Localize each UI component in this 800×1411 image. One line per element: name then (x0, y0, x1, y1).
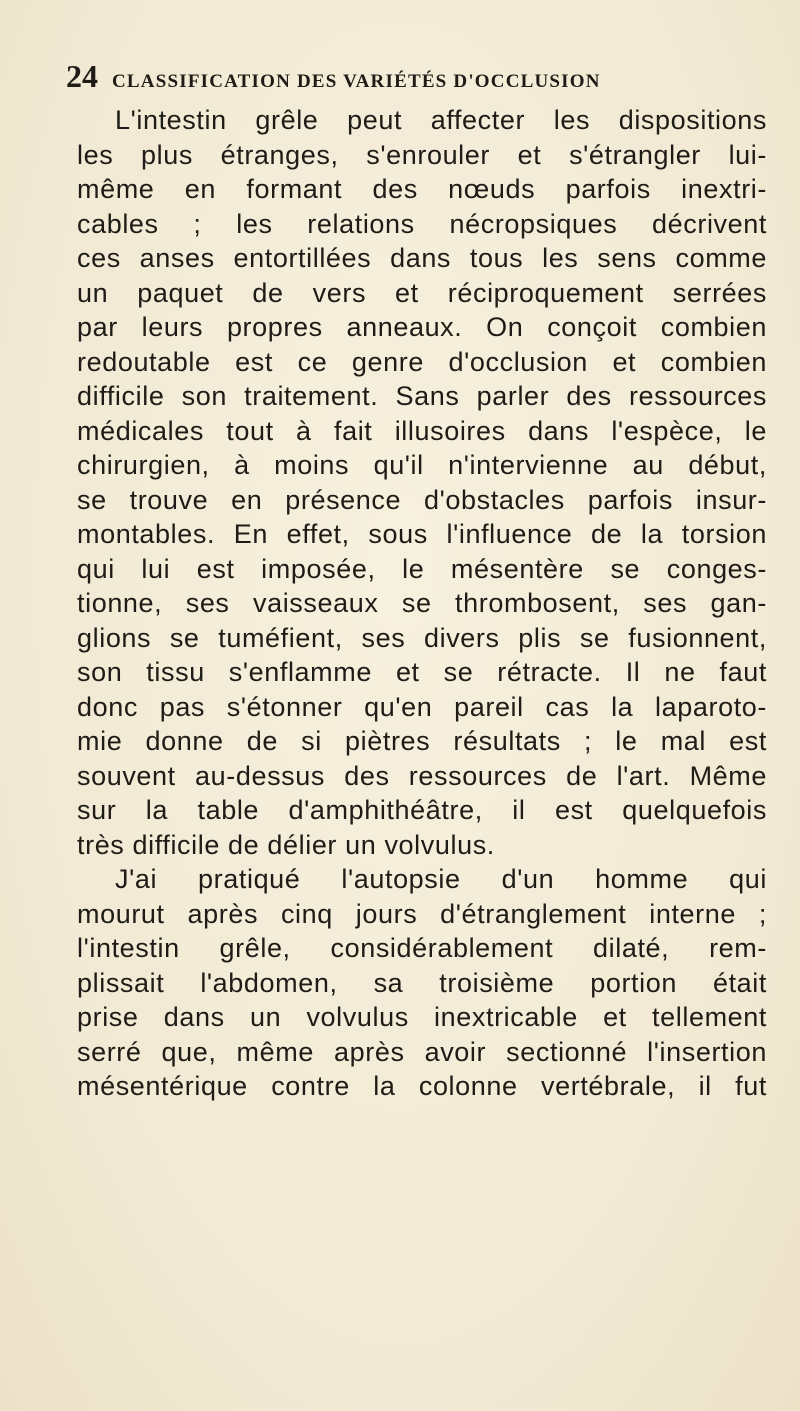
text-line: très difficile de délier un volvulus. (77, 829, 495, 860)
paragraph-1 (77, 103, 767, 862)
text-line: mourut après cinq jours d'étranglement interne ; (77, 898, 767, 929)
text-line: souvent au-dessus des ressources de l'art. Même (77, 760, 767, 791)
text-line: sur la table d'amphithéâtre, il est quelquefois (77, 795, 767, 825)
text-line: un paquet de vers et réciproquement serrées (77, 277, 767, 308)
text-line: qui lui est imposée, le mésentère se conges- (77, 553, 767, 584)
text-line: mésentérique contre la colonne vertébrale, il fut (77, 1071, 767, 1101)
text-line: chirurgien, à moins qu'il n'intervienne au début, (77, 450, 767, 480)
text-line: redoutable est ce genre d'occlusion et combien (77, 346, 767, 377)
page-number: 24 (66, 58, 98, 94)
text-line: son tissu s'enflamme et se rétracte. Il ne faut (77, 657, 767, 687)
text-line: même en formant des nœuds parfois inextri- (77, 174, 767, 204)
body-text (77, 103, 767, 1104)
text-line: se trouve en présence d'obstacles parfois insur- (77, 484, 767, 515)
text-line: les plus étranges, s'enrouler et s'étrangler lui- (77, 139, 767, 170)
text-line: donc pas s'étonner qu'en pareil cas la laparoto- (77, 691, 767, 722)
text-line: J'ai pratiqué l'autopsie d'un homme qui (115, 864, 767, 894)
text-line: plissait l'abdomen, sa troisième portion était (77, 967, 767, 998)
text-line: prise dans un volvulus inextricable et tellement (77, 1002, 767, 1032)
text-line: glions se tuméfient, ses divers plis se fusionnent, (77, 622, 767, 653)
running-title: CLASSIFICATION DES VARIÉTÉS D'OCCLUSION (112, 71, 601, 92)
text-line: montables. En effet, sous l'influence de la torsion (77, 519, 767, 549)
text-line: L'intestin grêle peut affecter les dispositions (115, 105, 767, 135)
text-line: ces anses entortillées dans tous les sens comme (77, 243, 767, 273)
text-line: difficile son traitement. Sans parler des ressources (77, 381, 767, 411)
text-line: par leurs propres anneaux. On conçoit combien (77, 312, 767, 342)
text-line: l'intestin grêle, considérablement dilaté, rem- (77, 933, 767, 963)
text-line: cables ; les relations nécropsiques décrivent (77, 208, 767, 239)
text-line: mie donne de si piètres résultats ; le mal est (77, 726, 767, 756)
text-line: tionne, ses vaisseaux se thrombosent, ses gan- (77, 588, 767, 618)
text-line: serré que, même après avoir sectionné l'insertion (77, 1036, 767, 1067)
text-line: médicales tout à fait illusoires dans l'espèce, le (77, 415, 767, 446)
paragraph-2 (77, 862, 767, 1104)
running-head (66, 56, 766, 96)
